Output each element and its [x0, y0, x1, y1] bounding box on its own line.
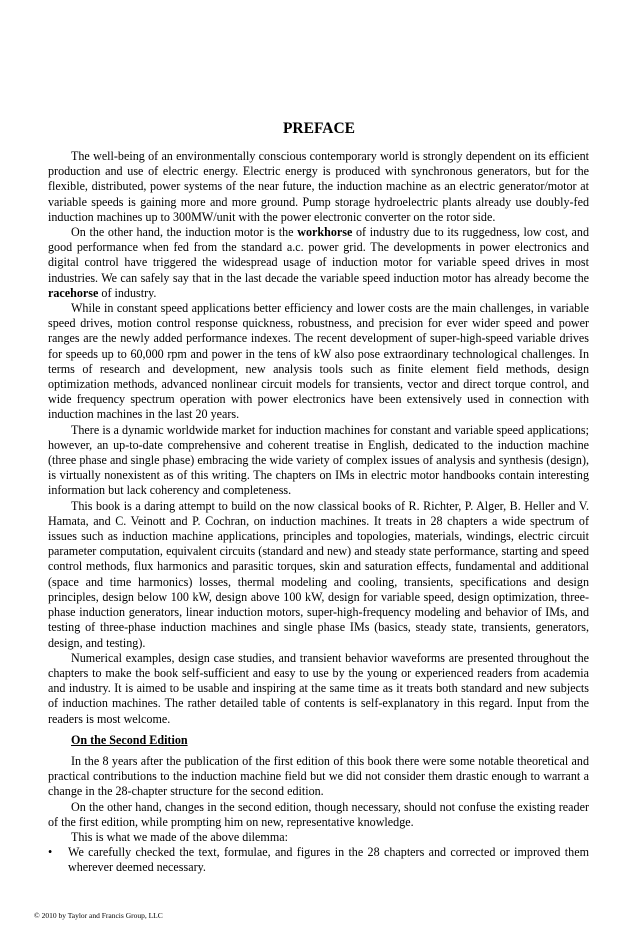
paragraph-1: The well-being of an environmentally conscious contemporary world is strongly dependent on its efficient production and use of electric energy. Electric energy is produced with synchronous generators, but for the flexible, distributed, power systems of the near future, the induction machine as an electric generator/motor at variable speeds is gaining more and more ground. Pump storage hydroelectric plants already use doubly-fed induction machines up to 300MW/unit with the power electronic converter on the rotor side.	[48, 149, 589, 224]
bullet-mark: •	[48, 845, 53, 860]
preface-body	[48, 149, 589, 876]
workhorse-emphasis: workhorse	[297, 225, 353, 240]
paragraph-2-text-e: of industry.	[98, 285, 157, 300]
copyright-footer: © 2010 by Taylor and Francis Group, LLC	[34, 911, 163, 920]
paragraph-9: This is what we made of the above dilemma:	[71, 829, 288, 844]
paragraph-2-text-c: of industry due to its ruggedness, low cost, and good performance when fed from the standard a.c. power grid. The developments in power electronics and digital control have triggered the widespread usage of induction motor for variable speed drives in most industries. We can safely say that in the last decade the variable speed induction motor has already become the	[48, 225, 589, 285]
racehorse-emphasis: racehorse	[48, 285, 99, 300]
paragraph-2	[48, 225, 589, 301]
paragraph-4: There is a dynamic worldwide market for induction machines for constant and variable speed applications; however, an up-to-date comprehensive and coherent treatise in English, dedicated to the induction machine (three phase and single phase) embracing the wide variety of complex issues of analysis and synthesis (design), is virtually nonexistent as of this writing. The chapters on IMs in electric motor handbooks contain interesting information but lack coherency and completeness.	[48, 422, 589, 498]
paragraph-5: This book is a daring attempt to build on the now classical books of R. Richter, P. Alger, B. Heller and V. Hamata, and C. Veinott and P. Cochran, on induction machines. It treats in 28 chapters a wide spectrum of issues such as induction machine applications, principles and topologies, materials, windings, electric circuit parameter computation, equivalent circuits (standard and new) and steady state performance, starting and speed control methods, flux harmonics and parasitic torques, skin and saturation effects, fundamental and additional (space and time harmonics) losses, thermal modeling and cooling, transients, specifications and design principles, design below 100 kW, design above 100 kW, design for variable speed, design optimization, three-phase induction generators, linear induction motors, super-high-frequency modeling and behavior of IMs, and testing of three-phase induction machines and single phase IMs (basics, steady state, transients, generators, design, and testing).	[48, 498, 589, 650]
page-title: PREFACE	[282, 120, 356, 137]
paragraph-2-text-a: On the other hand, the induction motor is the	[71, 225, 298, 240]
section-subheading	[48, 733, 589, 748]
bullet-item	[48, 845, 589, 875]
paragraph-6: Numerical examples, design case studies, and transient behavior waveforms are presented throughout the chapters to make the book self-sufficient and easy to use by the young or experienced readers from academia and industry. It is aimed to be usable and inspiring at the same time as it treats both standard and new subjects of induction machines. The rather detailed table of contents is self-explanatory in this regard. Input from the readers is most welcome.	[48, 650, 589, 726]
subheading-text: On the Second Edition	[71, 732, 188, 747]
bullet-text: We carefully checked the text, formulae, and figures in the 28 chapters and corrected or improved them wherever deemed necessary.	[68, 845, 589, 875]
paragraph-7: In the 8 years after the publication of the first edition of this book there were some notable theoretical and practical contributions to the induction machine field but we did not consider them drastic enough to warrant a change in the 28-chapter structure for the second edition.	[48, 753, 589, 799]
paragraph-3: While in constant speed applications better efficiency and lower costs are the main challenges, in variable speed drives, motion control response quickness, robustness, and precision for ever wider speed and power ranges are the newly added performance indexes. The recent development of super-high-speed variable drives for speeds up to 60,000 rpm and power in the tens of kW also pose extraordinary technological challenges. In terms of research and development, new analysis tools such as finite element field methods, design optimization methods, advanced nonlinear circuit models for transients, vector and direct torque control, and wide frequency spectrum operation with power electronics have been extensively used in connection with induction machines in the last 20 years.	[48, 301, 589, 422]
paragraph-8: On the other hand, changes in the second edition, though necessary, should not confuse the existing reader of the first edition, while prompting him on new, representative knowledge.	[48, 799, 589, 829]
